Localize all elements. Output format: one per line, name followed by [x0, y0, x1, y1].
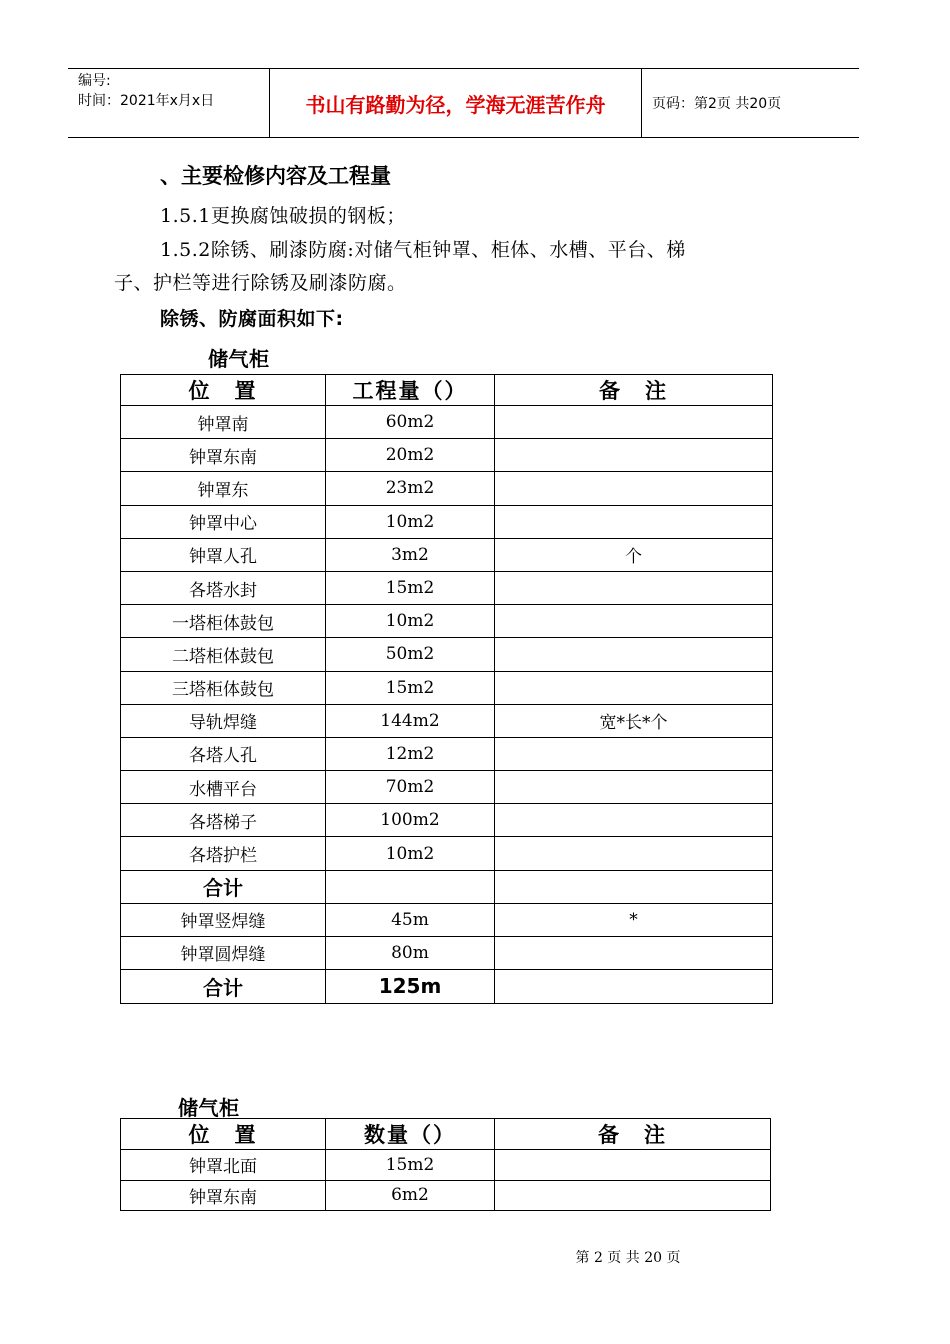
header-meta: [68, 69, 270, 137]
section-title: 、主要检修内容及工程量: [160, 164, 391, 188]
quantity-cell: 70m2: [326, 771, 495, 804]
position-cell: 钟罩东: [121, 472, 326, 505]
table-row: [121, 936, 773, 969]
position-cell: 各塔人孔: [121, 737, 326, 770]
position-cell: 各塔护栏: [121, 837, 326, 870]
remark-cell: [495, 406, 773, 439]
page-header: [68, 68, 859, 138]
table-row: [121, 439, 773, 472]
remark-cell: [495, 472, 773, 505]
table-row: [121, 638, 773, 671]
quantity-cell: 6m2: [326, 1180, 495, 1211]
position-cell: 钟罩南: [121, 406, 326, 439]
table-row: [121, 538, 773, 571]
quantity-cell: 3m2: [326, 538, 495, 571]
position-cell: 三塔柜体鼓包: [121, 671, 326, 704]
table-row: [121, 1180, 771, 1211]
remark-cell: [495, 571, 773, 604]
table-row: [121, 704, 773, 737]
position-cell: 水槽平台: [121, 771, 326, 804]
position-cell: 钟罩北面: [121, 1150, 326, 1181]
position-cell: 各塔水封: [121, 571, 326, 604]
position-cell: 钟罩中心: [121, 505, 326, 538]
position-cell: 钟罩圆焊缝: [121, 936, 326, 969]
subtotal-row: [121, 870, 773, 903]
remark-cell: [495, 804, 773, 837]
quantity-cell: 80m: [326, 936, 495, 969]
quantity-cell: 45m: [326, 903, 495, 936]
column-header: 备 注: [495, 1119, 771, 1150]
quantity-cell: 20m2: [326, 439, 495, 472]
quantity-cell: 12m2: [326, 737, 495, 770]
position-cell: 二塔柜体鼓包: [121, 638, 326, 671]
quantity-cell: 10m2: [326, 605, 495, 638]
column-header: 工程量（）: [326, 375, 495, 406]
table-row: [121, 903, 773, 936]
table-row: [121, 505, 773, 538]
remark-cell: [495, 439, 773, 472]
table1-caption: 储气柜: [208, 347, 270, 371]
remark-cell: 个: [495, 538, 773, 571]
remark-cell: *: [495, 903, 773, 936]
table-derust-areas: [120, 374, 773, 1004]
quantity-cell: 15m2: [326, 571, 495, 604]
document-number-label: 编号:: [78, 73, 111, 89]
quantity-cell: 144m2: [326, 704, 495, 737]
remark-cell: [495, 605, 773, 638]
remark-cell: [495, 969, 773, 1003]
table-row: [121, 1150, 771, 1181]
document-time-label: 时间：2021年x月x日: [78, 93, 215, 109]
remark-cell: [495, 837, 773, 870]
table2-caption: 储气柜: [178, 1096, 240, 1120]
remark-cell: [495, 505, 773, 538]
position-cell: 导轨焊缝: [121, 704, 326, 737]
quantity-cell: 15m2: [326, 1150, 495, 1181]
header-motto: 书山有路勤为径，学海无涯苦作舟: [270, 69, 642, 137]
table-row: [121, 571, 773, 604]
position-cell: 钟罩东南: [121, 1180, 326, 1211]
remark-cell: [495, 771, 773, 804]
quantity-cell: 23m2: [326, 472, 495, 505]
quantity-cell: 50m2: [326, 638, 495, 671]
column-header: 位 置: [121, 1119, 326, 1150]
item-1-5-2: 1.5.2除锈、刷漆防腐:对储气柜钟罩、柜体、水槽、平台、梯: [160, 239, 686, 261]
remark-cell: [495, 671, 773, 704]
position-cell: 钟罩人孔: [121, 538, 326, 571]
quantity-cell: 15m2: [326, 671, 495, 704]
subheading: 除锈、防腐面积如下:: [160, 308, 344, 330]
subtotal-label: 合计: [121, 870, 326, 903]
position-cell: 钟罩东南: [121, 439, 326, 472]
table-row: [121, 671, 773, 704]
remark-cell: [495, 870, 773, 903]
remark-cell: 宽*长*个: [495, 704, 773, 737]
item-1-5-1: 1.5.1更换腐蚀破损的钢板；: [160, 205, 406, 227]
quantity-cell: 60m2: [326, 406, 495, 439]
position-cell: 钟罩竖焊缝: [121, 903, 326, 936]
table-row: [121, 605, 773, 638]
remark-cell: [495, 638, 773, 671]
table-row: [121, 472, 773, 505]
column-header: 备 注: [495, 375, 773, 406]
table-header-row: [121, 1119, 771, 1150]
table-row: [121, 837, 773, 870]
header-page-info: 页码：第2页 共20页: [652, 96, 782, 112]
table-row: [121, 771, 773, 804]
column-header: 位 置: [121, 375, 326, 406]
total-value: 125m: [326, 969, 495, 1003]
table-row: [121, 737, 773, 770]
quantity-cell: 10m2: [326, 837, 495, 870]
position-cell: 各塔梯子: [121, 804, 326, 837]
column-header: 数量（）: [326, 1119, 495, 1150]
total-label: 合计: [121, 969, 326, 1003]
page-footer: 第 2 页 共 20 页: [575, 1250, 681, 1266]
total-row: [121, 969, 773, 1003]
table-row: [121, 804, 773, 837]
item-1-5-2-continued: 子、护栏等进行除锈及刷漆防腐。: [114, 272, 407, 294]
position-cell: 一塔柜体鼓包: [121, 605, 326, 638]
remark-cell: [495, 1150, 771, 1181]
table-header-row: [121, 375, 773, 406]
quantity-cell: 10m2: [326, 505, 495, 538]
table-quantities: [120, 1118, 771, 1211]
remark-cell: [495, 1180, 771, 1211]
quantity-cell: [326, 870, 495, 903]
remark-cell: [495, 737, 773, 770]
remark-cell: [495, 936, 773, 969]
table-row: [121, 406, 773, 439]
quantity-cell: 100m2: [326, 804, 495, 837]
